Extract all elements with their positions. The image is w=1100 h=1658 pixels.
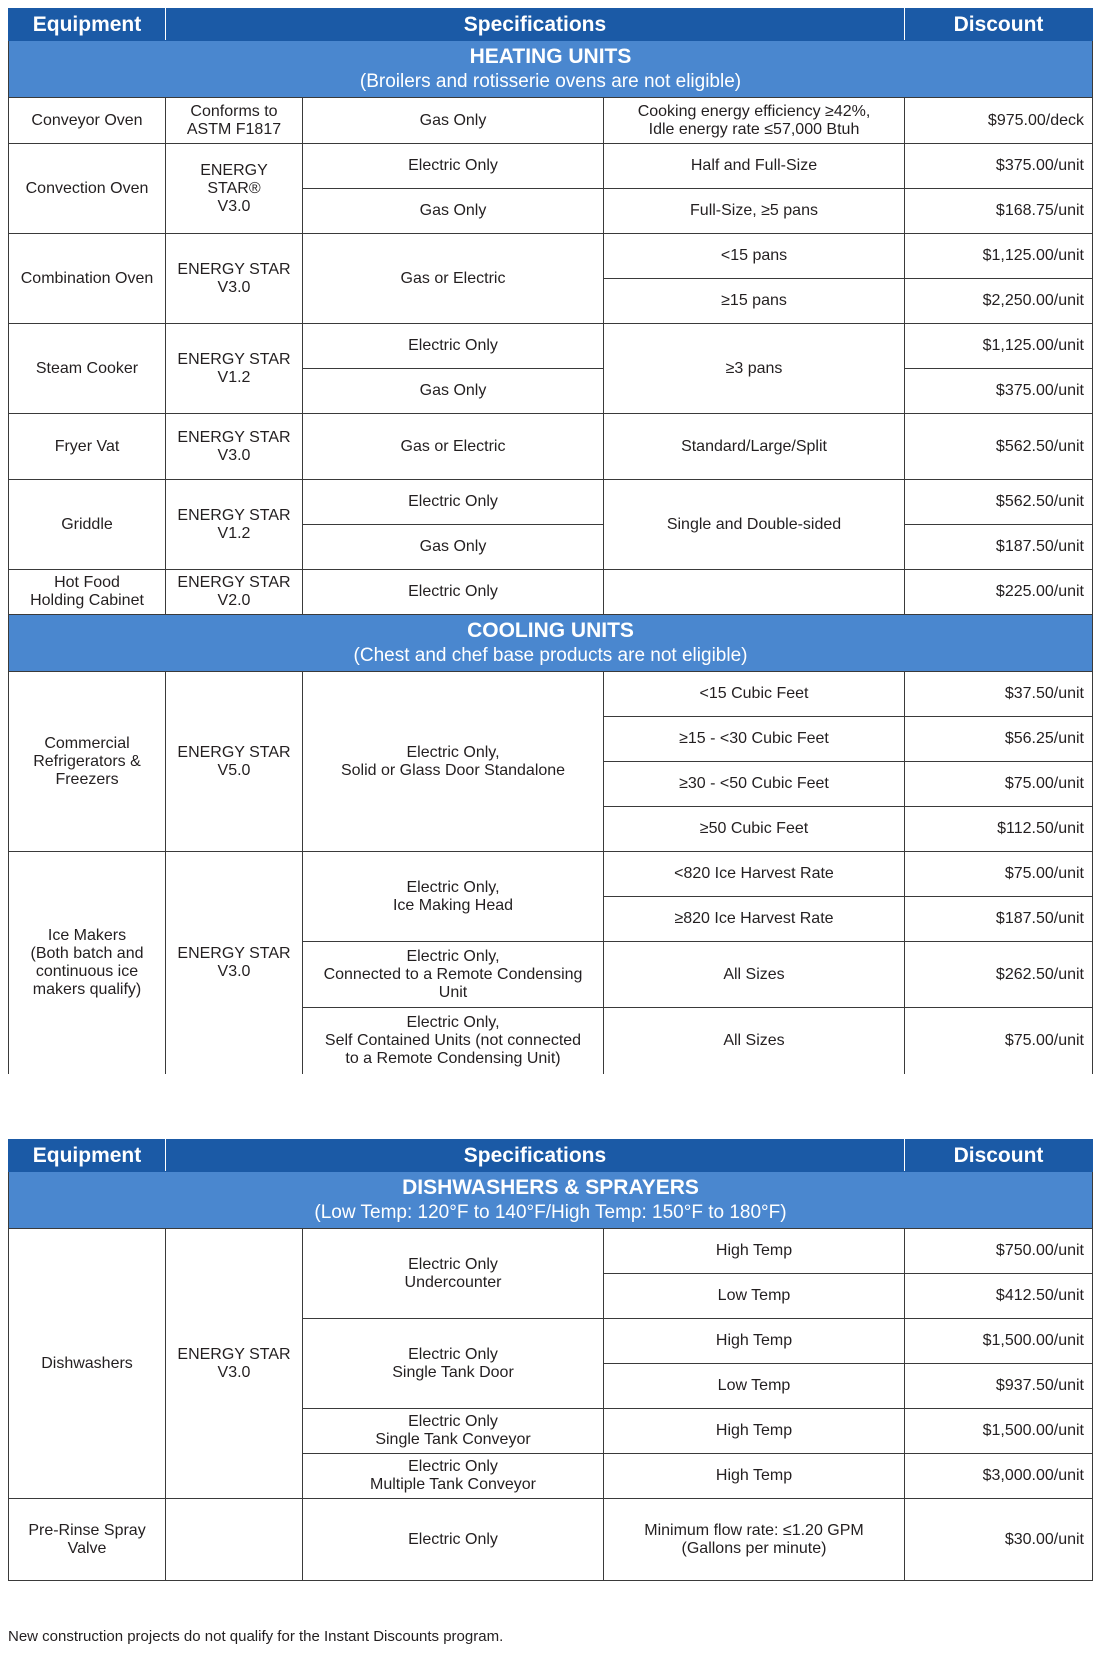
fuel-cell: Gas or Electric	[303, 234, 604, 324]
standard-cell-empty	[166, 1499, 303, 1581]
price-cell: $412.50/unit	[905, 1274, 1093, 1319]
price-cell: $225.00/unit	[905, 570, 1093, 615]
spec-cell: <820 Ice Harvest Rate	[604, 852, 905, 897]
standard-cell: ENERGY STAR V3.0	[166, 1229, 303, 1499]
fuel-cell: Electric Only	[303, 480, 604, 525]
standard-cell: ENERGY STAR V3.0	[166, 414, 303, 480]
price-cell: $1,500.00/unit	[905, 1319, 1093, 1364]
section-heading-dishwashers	[9, 1172, 1093, 1229]
table-row	[9, 324, 1093, 369]
spec-cell: High Temp	[604, 1454, 905, 1499]
price-cell: $562.50/unit	[905, 480, 1093, 525]
fuel-cell: Electric Only, Solid or Glass Door Standalone	[303, 672, 604, 852]
section-heading-heating	[9, 41, 1093, 98]
fuel-cell: Gas Only	[303, 525, 604, 570]
table-header-row	[9, 1140, 1093, 1172]
equipment-fryer-vat: Fryer Vat	[9, 414, 166, 480]
price-cell: $75.00/unit	[905, 762, 1093, 807]
equipment-dishwashers: Dishwashers	[9, 1229, 166, 1499]
section-subtitle-cooling: (Chest and chef base products are not eligible)	[353, 645, 748, 666]
price-cell: $937.50/unit	[905, 1364, 1093, 1409]
spec-cell: Minimum flow rate: ≤1.20 GPM (Gallons per minute)	[604, 1499, 905, 1581]
equipment-conveyor-oven: Conveyor Oven	[9, 98, 166, 144]
fuel-cell: Electric Only Single Tank Door	[303, 1319, 604, 1409]
fuel-cell: Electric Only, Self Contained Units (not connected to a Remote Condensing Unit)	[303, 1008, 604, 1074]
spec-cell: Low Temp	[604, 1364, 905, 1409]
standard-cell: ENERGY STAR V1.2	[166, 480, 303, 570]
spec-cell: ≥15 pans	[604, 279, 905, 324]
fuel-cell: Electric Only Single Tank Conveyor	[303, 1409, 604, 1454]
spec-cell: All Sizes	[604, 1008, 905, 1074]
spec-cell: High Temp	[604, 1409, 905, 1454]
spec-cell: ≥50 Cubic Feet	[604, 807, 905, 852]
fuel-cell: Electric Only Undercounter	[303, 1229, 604, 1319]
spec-cell: <15 pans	[604, 234, 905, 279]
equipment-combination-oven: Combination Oven	[9, 234, 166, 324]
price-cell: $56.25/unit	[905, 717, 1093, 762]
price-cell: $187.50/unit	[905, 897, 1093, 942]
standard-cell: ENERGY STAR V3.0	[166, 234, 303, 324]
spec-cell: Low Temp	[604, 1274, 905, 1319]
spec-cell: High Temp	[604, 1319, 905, 1364]
spec-cell: ≥30 - <50 Cubic Feet	[604, 762, 905, 807]
price-cell: $37.50/unit	[905, 672, 1093, 717]
standard-cell: ENERGY STAR® V3.0	[166, 144, 303, 234]
price-cell: $375.00/unit	[905, 144, 1093, 189]
price-cell: $168.75/unit	[905, 189, 1093, 234]
standard-cell: ENERGY STAR V3.0	[166, 852, 303, 1074]
fuel-cell: Electric Only, Ice Making Head	[303, 852, 604, 942]
spec-cell: ≥820 Ice Harvest Rate	[604, 897, 905, 942]
fuel-cell: Electric Only	[303, 144, 604, 189]
table-row	[9, 570, 1093, 615]
equipment-ice-makers: Ice Makers (Both batch and continuous ice makers qualify)	[9, 852, 166, 1074]
price-cell: $3,000.00/unit	[905, 1454, 1093, 1499]
spec-cell: Full-Size, ≥5 pans	[604, 189, 905, 234]
price-cell: $750.00/unit	[905, 1229, 1093, 1274]
price-cell: $1,125.00/unit	[905, 324, 1093, 369]
standard-cell: ENERGY STAR V1.2	[166, 324, 303, 414]
spec-cell: ≥3 pans	[604, 324, 905, 414]
spec-cell-empty	[604, 570, 905, 615]
section-title-heating: HEATING UNITS	[469, 45, 632, 68]
price-cell: $75.00/unit	[905, 852, 1093, 897]
table-row	[9, 480, 1093, 525]
standard-cell: Conforms to ASTM F1817	[166, 98, 303, 144]
table-row	[9, 414, 1093, 480]
header-discount: Discount	[905, 9, 1093, 41]
table-row	[9, 144, 1093, 189]
table-row	[9, 1499, 1093, 1581]
rebate-table-heating-cooling	[8, 8, 1093, 1074]
fuel-cell: Electric Only, Connected to a Remote Condensing Unit	[303, 942, 604, 1008]
header-equipment: Equipment	[9, 9, 166, 41]
table-row	[9, 98, 1093, 144]
spec-cell: All Sizes	[604, 942, 905, 1008]
table-header-row	[9, 9, 1093, 41]
price-cell: $1,125.00/unit	[905, 234, 1093, 279]
rebate-table-dishwashers	[8, 1139, 1093, 1581]
price-cell: $375.00/unit	[905, 369, 1093, 414]
spec-cell: High Temp	[604, 1229, 905, 1274]
spec-cell: Single and Double-sided	[604, 480, 905, 570]
equipment-refrigerators-freezers: Commercial Refrigerators & Freezers	[9, 672, 166, 852]
spec-cell: Standard/Large/Split	[604, 414, 905, 480]
header-equipment: Equipment	[9, 1140, 166, 1172]
fuel-cell: Gas Only	[303, 369, 604, 414]
fuel-cell: Gas or Electric	[303, 414, 604, 480]
spec-cell: Cooking energy efficiency ≥42%, Idle energy rate ≤57,000 Btuh	[604, 98, 905, 144]
section-subtitle-heating: (Broilers and rotisserie ovens are not eligible)	[359, 71, 742, 92]
standard-cell: ENERGY STAR V2.0	[166, 570, 303, 615]
equipment-convection-oven: Convection Oven	[9, 144, 166, 234]
equipment-pre-rinse-spray-valve: Pre-Rinse Spray Valve	[9, 1499, 166, 1581]
section-subtitle-dishwashers: (Low Temp: 120°F to 140°F/High Temp: 150°F to 180°F)	[314, 1202, 787, 1223]
spec-cell: ≥15 - <30 Cubic Feet	[604, 717, 905, 762]
fuel-cell: Electric Only	[303, 570, 604, 615]
price-cell: $262.50/unit	[905, 942, 1093, 1008]
standard-cell: ENERGY STAR V5.0	[166, 672, 303, 852]
spec-cell: <15 Cubic Feet	[604, 672, 905, 717]
section-title-dishwashers: DISHWASHERS & SPRAYERS	[402, 1176, 699, 1199]
table-row	[9, 672, 1093, 717]
fuel-cell: Electric Only Multiple Tank Conveyor	[303, 1454, 604, 1499]
table-row	[9, 1229, 1093, 1274]
header-discount: Discount	[905, 1140, 1093, 1172]
price-cell: $112.50/unit	[905, 807, 1093, 852]
equipment-steam-cooker: Steam Cooker	[9, 324, 166, 414]
price-cell: $2,250.00/unit	[905, 279, 1093, 324]
price-cell: $1,500.00/unit	[905, 1409, 1093, 1454]
price-cell: $187.50/unit	[905, 525, 1093, 570]
section-title-cooling: COOLING UNITS	[467, 619, 634, 642]
equipment-hot-food-holding-cabinet: Hot Food Holding Cabinet	[9, 570, 166, 615]
header-specifications: Specifications	[166, 9, 905, 41]
table-row	[9, 852, 1093, 897]
price-cell: $30.00/unit	[905, 1499, 1093, 1581]
fuel-cell: Gas Only	[303, 189, 604, 234]
price-cell: $562.50/unit	[905, 414, 1093, 480]
fuel-cell: Electric Only	[303, 324, 604, 369]
table-row	[9, 234, 1093, 279]
footnote: New construction projects do not qualify for the Instant Discounts program.	[8, 1628, 504, 1645]
header-specifications: Specifications	[166, 1140, 905, 1172]
spec-cell: Half and Full-Size	[604, 144, 905, 189]
price-cell: $75.00/unit	[905, 1008, 1093, 1074]
section-heading-cooling	[9, 615, 1093, 672]
price-cell: $975.00/deck	[905, 98, 1093, 144]
equipment-griddle: Griddle	[9, 480, 166, 570]
fuel-cell: Gas Only	[303, 98, 604, 144]
fuel-cell: Electric Only	[303, 1499, 604, 1581]
